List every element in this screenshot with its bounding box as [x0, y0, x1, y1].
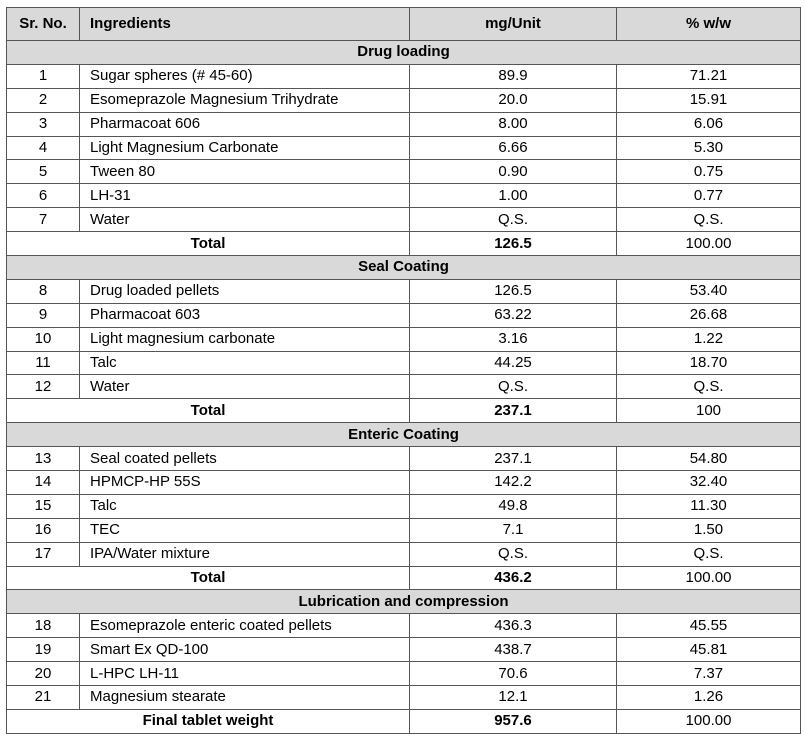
- ingredient-cell: Sugar spheres (# 45-60): [80, 64, 410, 88]
- ingredient-cell: Water: [80, 375, 410, 399]
- mg-unit-cell: 70.6: [410, 662, 617, 686]
- percent-ww-cell: 45.81: [617, 638, 801, 662]
- ingredient-cell: Pharmacoat 606: [80, 112, 410, 136]
- table-row: [7, 542, 801, 566]
- header-percent-ww: % w/w: [617, 8, 801, 41]
- ingredient-cell: Seal coated pellets: [80, 447, 410, 471]
- mg-unit-cell: 436.3: [410, 614, 617, 638]
- table-row: [7, 447, 801, 471]
- percent-ww-cell: 0.77: [617, 184, 801, 208]
- mg-unit-cell: 8.00: [410, 112, 617, 136]
- ingredient-cell: Tween 80: [80, 160, 410, 184]
- table-row: [7, 518, 801, 542]
- header-sr-no: Sr. No.: [7, 8, 80, 41]
- percent-ww-cell: 53.40: [617, 279, 801, 303]
- percent-ww-cell: 26.68: [617, 303, 801, 327]
- sr-no-cell: 13: [7, 447, 80, 471]
- section-header-row: [7, 590, 801, 614]
- sr-no-cell: 9: [7, 303, 80, 327]
- table-row: [7, 662, 801, 686]
- mg-unit-cell: 0.90: [410, 160, 617, 184]
- table-row: [7, 471, 801, 495]
- percent-ww-cell: 71.21: [617, 64, 801, 88]
- percent-ww-cell: 6.06: [617, 112, 801, 136]
- table-row: [7, 208, 801, 232]
- table-row: [7, 303, 801, 327]
- table-row: [7, 638, 801, 662]
- mg-unit-cell: 142.2: [410, 471, 617, 495]
- ingredient-cell: TEC: [80, 518, 410, 542]
- total-label: Final tablet weight: [7, 709, 410, 733]
- total-row: [7, 232, 801, 256]
- sr-no-cell: 21: [7, 686, 80, 710]
- mg-unit-cell: 3.16: [410, 327, 617, 351]
- table-row: [7, 327, 801, 351]
- mg-unit-cell: 126.5: [410, 279, 617, 303]
- percent-ww-cell: 32.40: [617, 471, 801, 495]
- ingredient-cell: IPA/Water mixture: [80, 542, 410, 566]
- percent-ww-cell: Q.S.: [617, 208, 801, 232]
- mg-unit-cell: 237.1: [410, 447, 617, 471]
- total-row: [7, 399, 801, 423]
- section-title: Drug loading: [7, 41, 801, 65]
- percent-ww-cell: Q.S.: [617, 375, 801, 399]
- percent-ww-cell: 11.30: [617, 494, 801, 518]
- table-row: [7, 136, 801, 160]
- total-label: Total: [7, 232, 410, 256]
- table-row: [7, 614, 801, 638]
- formulation-table: [6, 7, 801, 734]
- ingredient-cell: Talc: [80, 494, 410, 518]
- mg-unit-cell: 63.22: [410, 303, 617, 327]
- percent-ww-cell: 1.22: [617, 327, 801, 351]
- total-mg-unit: 436.2: [410, 566, 617, 590]
- sr-no-cell: 6: [7, 184, 80, 208]
- sr-no-cell: 5: [7, 160, 80, 184]
- total-percent-ww: 100.00: [617, 709, 801, 733]
- percent-ww-cell: 45.55: [617, 614, 801, 638]
- sr-no-cell: 20: [7, 662, 80, 686]
- sr-no-cell: 16: [7, 518, 80, 542]
- sr-no-cell: 19: [7, 638, 80, 662]
- header-ingredients: Ingredients: [80, 8, 410, 41]
- header-mg-unit: mg/Unit: [410, 8, 617, 41]
- sr-no-cell: 11: [7, 351, 80, 375]
- table-body: [7, 41, 801, 734]
- table-row: [7, 88, 801, 112]
- percent-ww-cell: 18.70: [617, 351, 801, 375]
- section-header-row: [7, 423, 801, 447]
- sr-no-cell: 2: [7, 88, 80, 112]
- sr-no-cell: 18: [7, 614, 80, 638]
- total-row: [7, 709, 801, 733]
- mg-unit-cell: 1.00: [410, 184, 617, 208]
- section-title: Lubrication and compression: [7, 590, 801, 614]
- ingredient-cell: HPMCP-HP 55S: [80, 471, 410, 495]
- ingredient-cell: Water: [80, 208, 410, 232]
- ingredient-cell: Talc: [80, 351, 410, 375]
- percent-ww-cell: 15.91: [617, 88, 801, 112]
- total-mg-unit: 957.6: [410, 709, 617, 733]
- mg-unit-cell: 44.25: [410, 351, 617, 375]
- section-title: Enteric Coating: [7, 423, 801, 447]
- mg-unit-cell: 49.8: [410, 494, 617, 518]
- sr-no-cell: 8: [7, 279, 80, 303]
- total-row: [7, 566, 801, 590]
- ingredient-cell: Drug loaded pellets: [80, 279, 410, 303]
- ingredient-cell: L-HPC LH-11: [80, 662, 410, 686]
- mg-unit-cell: 89.9: [410, 64, 617, 88]
- sr-no-cell: 3: [7, 112, 80, 136]
- sr-no-cell: 4: [7, 136, 80, 160]
- percent-ww-cell: 1.26: [617, 686, 801, 710]
- mg-unit-cell: Q.S.: [410, 208, 617, 232]
- table-row: [7, 160, 801, 184]
- total-label: Total: [7, 566, 410, 590]
- ingredient-cell: Magnesium stearate: [80, 686, 410, 710]
- sr-no-cell: 17: [7, 542, 80, 566]
- sr-no-cell: 10: [7, 327, 80, 351]
- table-row: [7, 279, 801, 303]
- total-mg-unit: 126.5: [410, 232, 617, 256]
- ingredient-cell: Pharmacoat 603: [80, 303, 410, 327]
- mg-unit-cell: 7.1: [410, 518, 617, 542]
- sr-no-cell: 12: [7, 375, 80, 399]
- sr-no-cell: 1: [7, 64, 80, 88]
- ingredient-cell: Smart Ex QD-100: [80, 638, 410, 662]
- mg-unit-cell: 20.0: [410, 88, 617, 112]
- table-row: [7, 375, 801, 399]
- table-row: [7, 494, 801, 518]
- table-row: [7, 184, 801, 208]
- total-label: Total: [7, 399, 410, 423]
- ingredient-cell: Esomeprazole Magnesium Trihydrate: [80, 88, 410, 112]
- ingredient-cell: Esomeprazole enteric coated pellets: [80, 614, 410, 638]
- section-title: Seal Coating: [7, 256, 801, 280]
- section-header-row: [7, 41, 801, 65]
- total-percent-ww: 100.00: [617, 232, 801, 256]
- mg-unit-cell: 6.66: [410, 136, 617, 160]
- mg-unit-cell: Q.S.: [410, 375, 617, 399]
- total-mg-unit: 237.1: [410, 399, 617, 423]
- mg-unit-cell: 12.1: [410, 686, 617, 710]
- sr-no-cell: 14: [7, 471, 80, 495]
- table-row: [7, 112, 801, 136]
- table-row: [7, 686, 801, 710]
- sr-no-cell: 15: [7, 494, 80, 518]
- mg-unit-cell: Q.S.: [410, 542, 617, 566]
- percent-ww-cell: Q.S.: [617, 542, 801, 566]
- percent-ww-cell: 7.37: [617, 662, 801, 686]
- total-percent-ww: 100: [617, 399, 801, 423]
- sr-no-cell: 7: [7, 208, 80, 232]
- ingredient-cell: Light magnesium carbonate: [80, 327, 410, 351]
- total-percent-ww: 100.00: [617, 566, 801, 590]
- table-row: [7, 64, 801, 88]
- ingredient-cell: Light Magnesium Carbonate: [80, 136, 410, 160]
- percent-ww-cell: 54.80: [617, 447, 801, 471]
- percent-ww-cell: 5.30: [617, 136, 801, 160]
- ingredient-cell: LH-31: [80, 184, 410, 208]
- header-row: [7, 8, 801, 41]
- percent-ww-cell: 0.75: [617, 160, 801, 184]
- table-row: [7, 351, 801, 375]
- section-header-row: [7, 256, 801, 280]
- percent-ww-cell: 1.50: [617, 518, 801, 542]
- mg-unit-cell: 438.7: [410, 638, 617, 662]
